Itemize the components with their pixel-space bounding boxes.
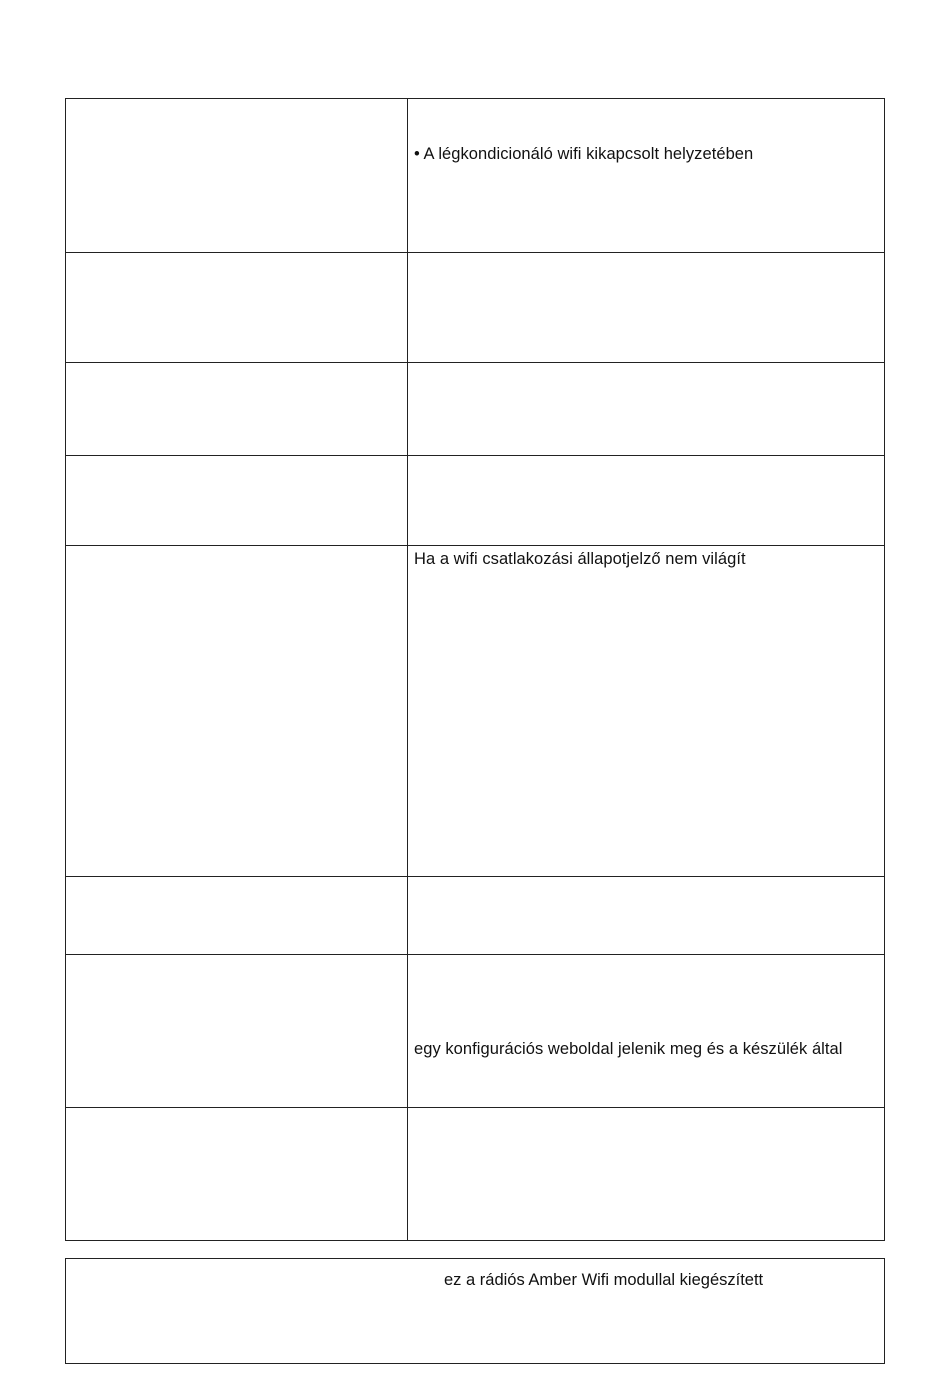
table-cell-left <box>66 1108 408 1240</box>
table-cell-left <box>66 253 408 362</box>
table-cell-left <box>66 955 408 1107</box>
table-cell-left <box>66 99 408 253</box>
table-cell-right <box>408 456 884 545</box>
table-cell-right <box>408 546 884 876</box>
content-table <box>65 98 885 1241</box>
cell-text: egy konfigurációs weboldal jelenik meg és a készülék által <box>414 1040 843 1058</box>
table-cell-left <box>66 546 408 876</box>
table-cell-left <box>66 877 408 954</box>
table-row <box>66 362 884 455</box>
footer-text: ez a rádiós Amber Wifi modullal kiegészített <box>444 1271 764 1289</box>
table-row <box>66 954 884 1107</box>
table-row <box>66 876 884 954</box>
table-row <box>66 455 884 545</box>
table-cell-right <box>408 253 884 362</box>
table-cell-right <box>408 955 884 1107</box>
table-row <box>66 545 884 876</box>
table-row <box>66 99 884 253</box>
table-cell-right <box>408 99 884 253</box>
cell-text: Ha a wifi csatlakozási állapotjelző nem világít <box>414 550 746 568</box>
table-cell-right <box>408 363 884 455</box>
cell-text: • A légkondicionáló wifi kikapcsolt helyzetében <box>414 145 754 163</box>
table-row <box>66 1107 884 1240</box>
table-row <box>66 252 884 362</box>
footer-box <box>65 1258 885 1364</box>
table-cell-right <box>408 877 884 954</box>
table-cell-right <box>408 1108 884 1240</box>
table-cell-left <box>66 363 408 455</box>
table-cell-left <box>66 456 408 545</box>
